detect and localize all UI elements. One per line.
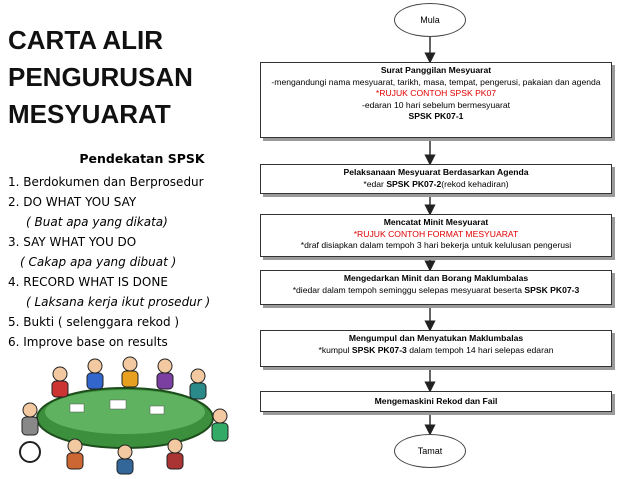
title-line-2: PENGURUSAN <box>8 62 193 92</box>
step1-line1: -mengandungi nama mesyuarat, tarikh, masa, tempat, pengerusi, pakaian dan agenda <box>271 76 601 87</box>
approach-item-6: 6. Improve base on results <box>8 335 168 349</box>
approach-item-4: 4. RECORD WHAT IS DONE <box>8 275 168 289</box>
step1-heading: Surat Panggilan Mesyuarat <box>380 65 492 75</box>
step5-heading: Mengumpul dan Menyatukan Maklumbalas <box>348 333 524 343</box>
step4-pre: *diedar dalam tempoh seminggu selepas mesyuarat beserta <box>292 284 525 295</box>
end-label: Tamat <box>417 446 443 456</box>
start-node <box>394 3 466 37</box>
step5-code: SPSK PK07-3 <box>351 344 407 355</box>
title-line-3: MESYUARAT <box>8 99 171 129</box>
step-mencatat-minit <box>260 214 612 257</box>
approach-item-1: 1. Berdokumen dan Berprosedur <box>8 175 204 189</box>
approach-item-2-note: ( Buat apa yang dikata) <box>26 215 168 229</box>
step-surat-panggilan <box>260 62 612 138</box>
approach-item-2: 2. DO WHAT YOU SAY <box>8 195 137 209</box>
step-mengedarkan-minit <box>260 270 612 305</box>
step2-pre: *edar <box>363 178 387 189</box>
title-line-1: CARTA ALIR <box>8 25 164 55</box>
step-mengemaskini-rekod <box>260 391 612 412</box>
step3-ref: *RUJUK CONTOH FORMAT MESYUARAT <box>353 228 519 239</box>
step4-heading: Mengedarkan Minit dan Borang Maklumbalas <box>343 273 529 283</box>
approach-item-5: 5. Bukti ( selenggara rekod ) <box>8 315 180 329</box>
step3-heading: Mencatat Minit Mesyuarat <box>383 217 489 227</box>
step4-code: SPSK PK07-3 <box>524 284 580 295</box>
approach-item-3: 3. SAY WHAT YOU DO <box>8 235 137 249</box>
step2-post: (rekod kehadiran) <box>441 178 509 189</box>
step1-ref: *RUJUK CONTOH SPSK PK07 <box>375 88 497 98</box>
start-label: Mula <box>420 15 440 25</box>
end-node <box>394 434 466 468</box>
approach-item-4-note: ( Laksana kerja ikut prosedur ) <box>26 295 211 309</box>
step5-post: dalam tempoh 14 hari selepas edaran <box>406 344 554 355</box>
step2-code: SPSK PK07-2 <box>386 178 442 189</box>
step6-heading: Mengemaskini Rekod dan Fail <box>374 396 498 406</box>
step1-line2: -edaran 10 hari sebelum bermesyuarat <box>361 99 511 110</box>
step2-heading: Pelaksanaan Mesyuarat Berdasarkan Agenda <box>343 167 529 177</box>
approach-item-3-note: ( Cakap apa yang dibuat ) <box>20 255 177 269</box>
step1-code: SPSK PK07-1 <box>408 111 464 121</box>
step-mengumpul-maklumbalas <box>260 330 612 367</box>
approach-heading: Pendekatan SPSK <box>79 151 205 166</box>
step3-line: *draf disiapkan dalam tempoh 3 hari bekerja untuk kelulusan pengerusi <box>300 240 572 250</box>
step-pelaksanaan <box>260 164 612 194</box>
step5-pre: *kumpul <box>318 344 352 355</box>
